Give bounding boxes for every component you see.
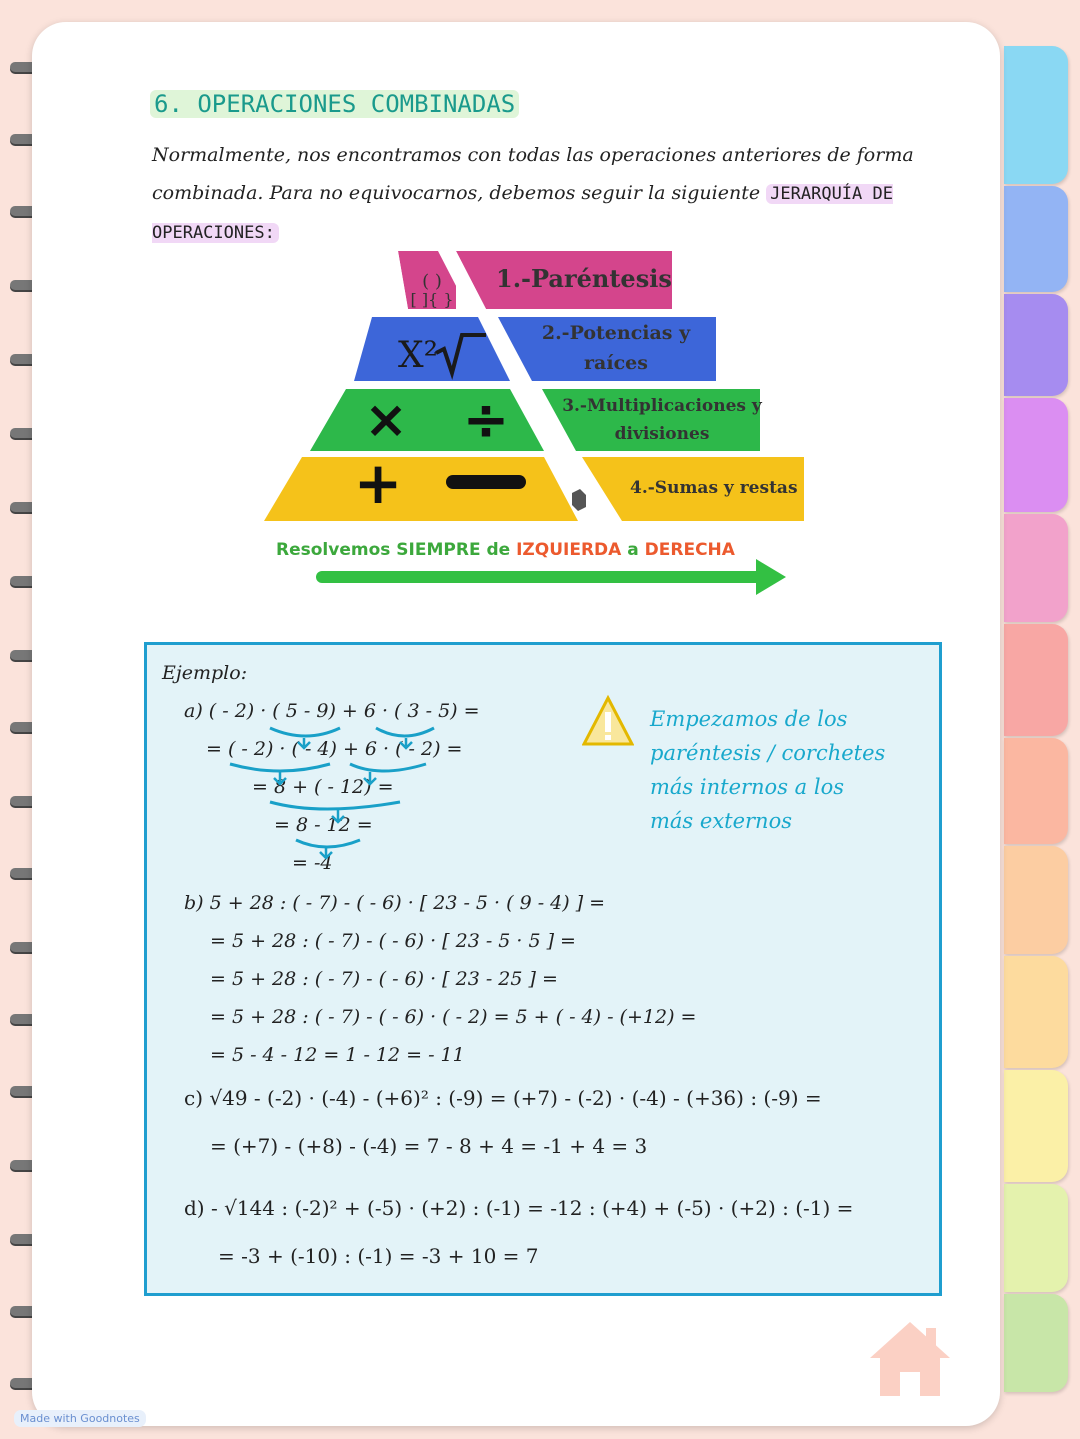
pyramid-label-1: 1.-Paréntesis bbox=[496, 264, 672, 293]
arrow-head-icon bbox=[756, 559, 786, 595]
intro-paragraph bbox=[152, 136, 952, 252]
pyramid-caption: Resolvemos SIEMPRE de IZQUIERDA a DERECHA bbox=[276, 540, 735, 560]
example-heading: Ejemplo: bbox=[162, 662, 248, 684]
example-a-line-5: = -4 bbox=[292, 852, 333, 874]
svg-text:raíces: raíces bbox=[584, 352, 648, 374]
pyramid-label-2: 2.-Potencias y bbox=[541, 322, 691, 344]
intro-text: Normalmente, nos encontramos con todas las operaciones anteriores de forma combinada. Para no equivocarnos, debemos seguir la siguiente bbox=[152, 144, 914, 204]
goodnotes-badge: Made with Goodnotes bbox=[14, 1410, 146, 1427]
section-tab-3[interactable] bbox=[1004, 294, 1068, 396]
logo-icon bbox=[572, 489, 586, 511]
svg-text:divisiones: divisiones bbox=[614, 424, 710, 444]
example-b-line-4: = 5 + 28 : ( - 7) - ( - 6) · ( - 2) = 5 + ( - 4) - (+12) = bbox=[210, 1006, 697, 1028]
example-b-line-1: b) 5 + 28 : ( - 7) - ( - 6) · [ 23 - 5 · ( 9 - 4) ] = bbox=[184, 892, 606, 914]
multiply-symbol-icon: × bbox=[364, 390, 408, 450]
section-title: 6. OPERACIONES COMBINADAS bbox=[150, 90, 519, 118]
divide-symbol-icon: ÷ bbox=[462, 388, 510, 453]
example-note: Empezamos de los paréntesis / corchetes más internos a los más externos bbox=[650, 707, 886, 833]
home-icon[interactable] bbox=[868, 1320, 952, 1398]
section-tab-10[interactable] bbox=[1004, 1070, 1068, 1182]
section-tab-9[interactable] bbox=[1004, 956, 1068, 1068]
direction-arrow bbox=[316, 571, 766, 583]
section-tab-8[interactable] bbox=[1004, 846, 1068, 954]
example-c-line-2: = (+7) - (+8) - (-4) = 7 - 8 + 4 = -1 + 4 = 3 bbox=[210, 1134, 648, 1158]
example-d-line-2: = -3 + (-10) : (-1) = -3 + 10 = 7 bbox=[218, 1244, 539, 1268]
example-b-line-3: = 5 + 28 : ( - 7) - ( - 6) · [ 23 - 25 ] = bbox=[210, 968, 558, 990]
example-a-line-4: = 8 - 12 = bbox=[274, 814, 373, 836]
operations-pyramid bbox=[260, 245, 820, 605]
example-a-line-3: = 8 + ( - 12) = bbox=[252, 776, 394, 798]
hierarchy-highlight: JERARQUÍA DE OPERACIONES: bbox=[152, 184, 893, 243]
example-a-line-2: = ( - 2) · ( - 4) + 6 · ( - 2) = bbox=[206, 738, 463, 760]
power-symbol-icon: X² bbox=[398, 335, 439, 376]
section-tab-1[interactable] bbox=[1004, 46, 1068, 184]
example-a-braces bbox=[200, 724, 463, 874]
section-tab-6[interactable] bbox=[1004, 624, 1068, 736]
pyramid-label-4: 4.-Sumas y restas bbox=[630, 478, 798, 498]
example-b-line-5: = 5 - 4 - 12 = 1 - 12 = - 11 bbox=[210, 1044, 465, 1066]
plus-symbol-icon: + bbox=[353, 449, 403, 517]
section-tab-12[interactable] bbox=[1004, 1294, 1068, 1392]
parenthesis-symbol-icon: ( ) bbox=[422, 271, 442, 292]
section-tab-2[interactable] bbox=[1004, 186, 1068, 292]
example-a-line-1: a) ( - 2) · ( 5 - 9) + 6 · ( 3 - 5) = bbox=[184, 700, 480, 722]
section-tab-11[interactable] bbox=[1004, 1184, 1068, 1292]
example-c-line-1: c) √49 - (-2) · (-4) - (+6)² : (-9) = (+7) - (-2) · (-4) - (+36) : (-9) = bbox=[184, 1086, 822, 1110]
pyramid-label-3: 3.-Multiplicaciones y bbox=[562, 396, 762, 416]
section-tab-7[interactable] bbox=[1004, 738, 1068, 844]
brackets-symbol-icon: [ ]{ } bbox=[410, 290, 454, 309]
pyramid-level-4-left bbox=[264, 457, 578, 521]
warning-icon bbox=[582, 694, 634, 750]
example-b-line-2: = 5 + 28 : ( - 7) - ( - 6) · [ 23 - 5 · 5 ] = bbox=[210, 930, 576, 952]
example-d-line-1: d) - √144 : (-2)² + (-5) · (+2) : (-1) = -12 : (+4) + (-5) · (+2) : (-1) = bbox=[184, 1196, 854, 1220]
section-tab-4[interactable] bbox=[1004, 398, 1068, 512]
minus-symbol-icon bbox=[446, 475, 526, 489]
section-tab-5[interactable] bbox=[1004, 514, 1068, 622]
